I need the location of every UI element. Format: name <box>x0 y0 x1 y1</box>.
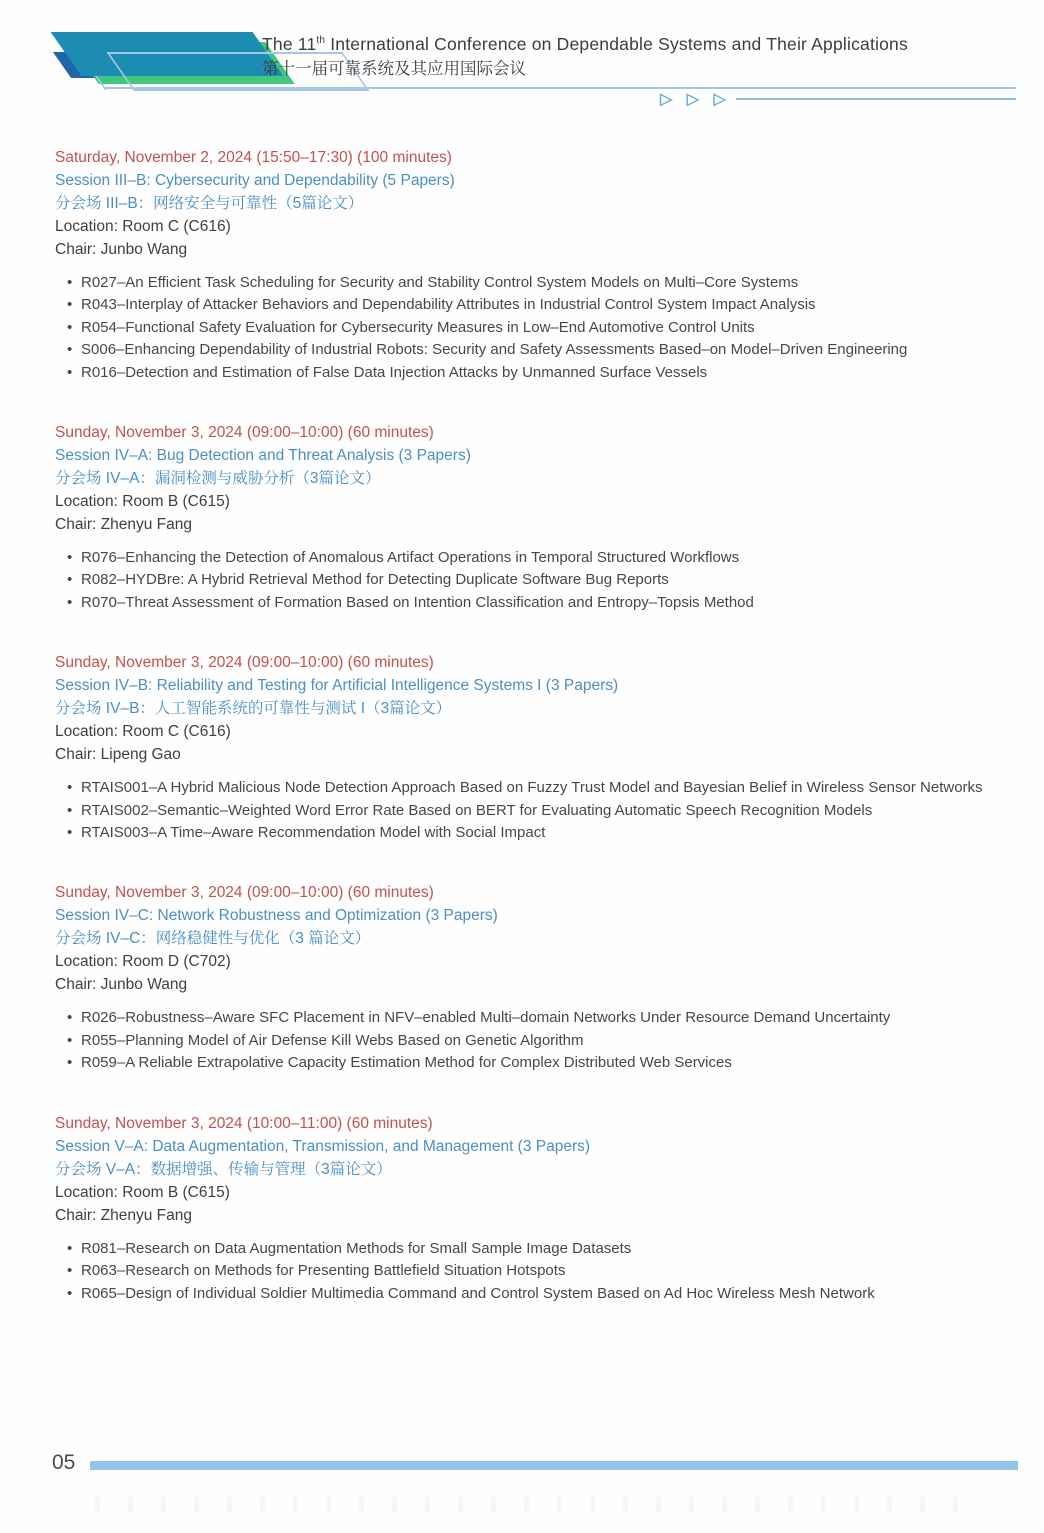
session-title-en: Session IV–B: Reliability and Testing for Artificial Intelligence Systems I (3 Papers) <box>55 677 619 695</box>
title-rest: International Conference on Dependable Systems and Their Applications <box>325 33 908 54</box>
header-titles <box>262 28 1022 82</box>
bullet-icon: • <box>67 571 73 589</box>
session-block <box>55 146 1030 384</box>
paper-title: R054–Functional Safety Evaluation for Cybersecurity Measures in Low–End Automotive Control Units <box>81 318 755 336</box>
paper-title: R026–Robustness–Aware SFC Placement in NFV–enabled Multi–domain Networks Under Resource Demand Uncertainty <box>81 1009 891 1027</box>
paper-list <box>55 1007 1030 1074</box>
paper-list <box>55 777 1030 844</box>
paper-list <box>55 272 1030 384</box>
session-location: Location: Room C (C616) <box>55 723 231 741</box>
session-chair: Chair: Junbo Wang <box>55 241 188 258</box>
session-title-en: Session III–B: Cybersecurity and Dependability (5 Papers) <box>55 172 455 189</box>
session-location: Location: Room B (C615) <box>55 493 230 511</box>
bullet-icon: • <box>67 1262 73 1280</box>
page-number: 05 <box>52 1451 76 1474</box>
session-block <box>55 421 1030 614</box>
paper-item <box>67 592 1030 614</box>
paper-list <box>55 547 1030 614</box>
session-datetime: Sunday, November 3, 2024 (09:00–10:00) (60 minutes) <box>55 884 434 902</box>
bullet-icon: • <box>67 296 73 314</box>
paper-title: R076–Enhancing the Detection of Anomalous Artifact Operations in Temporal Structured Workflows <box>81 549 740 567</box>
paper-title: R016–Detection and Estimation of False Data Injection Attacks by Unmanned Surface Vessels <box>81 363 708 381</box>
paper-list <box>55 1238 1030 1305</box>
session-chair: Chair: Zhenyu Fang <box>55 516 192 534</box>
session-title-zh: 分会场 III–B：网络安全与可靠性（5篇论文） <box>55 195 364 212</box>
bullet-icon: • <box>67 593 73 611</box>
paper-item <box>67 547 1030 569</box>
session-block <box>55 651 1030 844</box>
session-datetime: Sunday, November 3, 2024 (09:00–10:00) (60 minutes) <box>55 424 434 442</box>
paper-item <box>67 800 1030 822</box>
bullet-icon: • <box>67 341 73 359</box>
session-datetime: Saturday, November 2, 2024 (15:50–17:30) (100 minutes) <box>55 149 452 166</box>
paper-title: R070–Threat Assessment of Formation Based on Intention Classification and Entropy–Topsis Method <box>81 593 754 611</box>
paper-title: R055–Planning Model of Air Defense Kill Webs Based on Genetic Algorithm <box>81 1031 584 1049</box>
paper-title: RTAIS001–A Hybrid Malicious Node Detection Approach Based on Fuzzy Trust Model and Bayesian Belief in Wireless Sensor Networks <box>81 779 983 797</box>
paper-item <box>67 1052 1030 1074</box>
paper-item <box>67 362 1030 384</box>
bullet-icon: • <box>67 1284 73 1302</box>
session-title-en: Session IV–C: Network Robustness and Optimization (3 Papers) <box>55 907 498 925</box>
session-block <box>55 881 1030 1074</box>
bullet-icon: • <box>67 1239 73 1257</box>
paper-item <box>67 1238 1030 1260</box>
session-location: Location: Room D (C702) <box>55 953 231 971</box>
paper-item <box>67 1283 1030 1305</box>
paper-item <box>67 1007 1030 1029</box>
session-datetime: Sunday, November 3, 2024 (09:00–10:00) (60 minutes) <box>55 654 434 672</box>
footer-accent-bar <box>90 1461 1018 1470</box>
paper-item <box>67 317 1030 339</box>
paper-title: R082–HYDBre: A Hybrid Retrieval Method for Detecting Duplicate Software Bug Reports <box>81 571 669 589</box>
paper-item <box>67 294 1030 316</box>
paper-title: R043–Interplay of Attacker Behaviors and Dependability Attributes in Industrial Control System Impact Analysis <box>81 296 816 314</box>
bullet-icon: • <box>67 801 73 819</box>
bullet-icon: • <box>67 779 73 797</box>
paper-item <box>67 1260 1030 1282</box>
bullet-icon: • <box>67 1031 73 1049</box>
session-location: Location: Room B (C615) <box>55 1183 230 1201</box>
session-title-en: Session IV–A: Bug Detection and Threat Analysis (3 Papers) <box>55 447 471 465</box>
session-location: Location: Room C (C616) <box>55 218 231 235</box>
session-block <box>55 1112 1030 1305</box>
sessions-list <box>55 146 1030 1342</box>
bullet-icon: • <box>67 549 73 567</box>
session-chair: Chair: Lipeng Gao <box>55 746 181 764</box>
session-title-zh: 分会场 IV–A：漏洞检测与威胁分析（3篇论文） <box>55 470 381 488</box>
paper-item <box>67 1030 1030 1052</box>
session-title-zh: 分会场 IV–C：网络稳健性与优化（3 篇论文） <box>55 930 371 948</box>
bottom-faint-texture <box>95 1497 985 1513</box>
session-chair: Chair: Junbo Wang <box>55 976 188 994</box>
bullet-icon: • <box>67 1009 73 1027</box>
session-datetime: Sunday, November 3, 2024 (10:00–11:00) (60 minutes) <box>55 1114 433 1132</box>
paper-title: RTAIS003–A Time–Aware Recommendation Model with Social Impact <box>81 824 546 842</box>
session-title-zh: 分会场 V–A：数据增强、传输与管理（3篇论文） <box>55 1160 392 1178</box>
bullet-icon: • <box>67 1054 73 1072</box>
bullet-icon: • <box>67 363 73 381</box>
paper-title: R063–Research on Methods for Presenting Battlefield Situation Hotspots <box>81 1262 566 1280</box>
conference-title-zh: 第十一届可靠系统及其应用国际会议 <box>262 59 526 78</box>
paper-item <box>67 569 1030 591</box>
paper-title: R059–A Reliable Extrapolative Capacity Estimation Method for Complex Distributed Web Services <box>81 1054 732 1072</box>
bullet-icon: • <box>67 274 73 291</box>
paper-item <box>67 272 1030 294</box>
session-title-en: Session V–A: Data Augmentation, Transmission, and Management (3 Papers) <box>55 1137 591 1155</box>
paper-item <box>67 339 1030 361</box>
triple-arrow-icon: ▷ ▷ ▷ <box>660 91 731 108</box>
paper-title: R065–Design of Individual Soldier Multimedia Command and Control System Based on Ad Hoc Wireless Mesh Network <box>81 1284 875 1302</box>
decorative-line <box>736 98 1016 100</box>
decorative-row <box>660 89 1020 109</box>
paper-item <box>67 822 1030 844</box>
session-chair: Chair: Zhenyu Fang <box>55 1206 192 1224</box>
title-prefix: The 11 <box>262 33 317 54</box>
title-ordinal-superscript: th <box>316 35 326 46</box>
bullet-icon: • <box>67 318 73 336</box>
paper-title: R027–An Efficient Task Scheduling for Security and Stability Control System Models on Multi–Core Systems <box>81 274 799 291</box>
paper-title: S006–Enhancing Dependability of Industrial Robots: Security and Safety Assessments Based–on Model–Driven Engineering <box>81 341 908 359</box>
conference-title-en <box>262 28 1022 57</box>
session-title-zh: 分会场 IV–B：人工智能系统的可靠性与测试 I（3篇论文） <box>55 700 452 718</box>
paper-title: RTAIS002–Semantic–Weighted Word Error Rate Based on BERT for Evaluating Automatic Speech Recognition Models <box>81 801 873 819</box>
bullet-icon: • <box>67 824 73 842</box>
paper-item <box>67 777 1030 799</box>
paper-title: R081–Research on Data Augmentation Methods for Small Sample Image Datasets <box>81 1239 632 1257</box>
